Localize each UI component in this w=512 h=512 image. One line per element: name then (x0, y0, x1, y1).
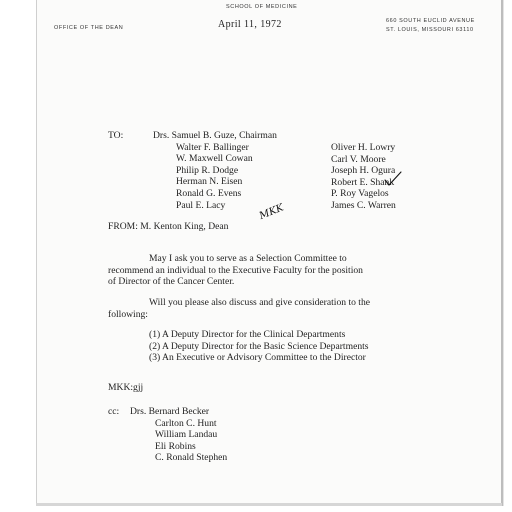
paragraph-2 (108, 297, 370, 320)
to-label: TO: (108, 130, 124, 141)
body-line: following: (108, 308, 148, 320)
list-item: (3) An Executive or Advisory Committee to the Director (149, 352, 366, 364)
recipient-name: Philip R. Dodge (176, 164, 239, 176)
school-name: SCHOOL OF MEDICINE (226, 4, 298, 10)
recipient-name: Robert E. Shank (331, 176, 395, 188)
cc-name: Eli Robins (155, 440, 196, 452)
recipient-name: W. Maxwell Cowan (176, 153, 253, 165)
cc-list (130, 406, 227, 464)
recipient-name: Herman N. Eisen (176, 176, 243, 188)
cc-name: Carlton C. Hunt (155, 417, 217, 429)
body-line: of Director of the Cancer Center. (108, 276, 235, 288)
page-edge (36, 503, 502, 506)
numbered-list (149, 329, 369, 364)
recipient-name: Joseph H. Ogura (331, 165, 396, 177)
to-recipients-left (153, 130, 277, 211)
recipient-name: James C. Warren (331, 199, 396, 211)
cc-name: C. Ronald Stephen (155, 452, 228, 464)
recipient-name: Walter F. Ballinger (176, 141, 249, 153)
cc-name: Drs. Bernard Becker (130, 406, 210, 417)
recipient-name: Drs. Samuel B. Guze, Chairman (153, 130, 277, 141)
address-line-2: ST. LOUIS, MISSOURI 63110 (386, 27, 474, 33)
recipient-name: Ronald G. Evens (176, 187, 242, 199)
handwritten-initials: MKK (257, 202, 286, 222)
from-line: FROM: M. Kenton King, Dean (108, 221, 229, 232)
cc-label: cc: (108, 406, 120, 417)
address-line-1: 660 SOUTH EUCLID AVENUE (386, 18, 475, 24)
letter-date: April 11, 1972 (218, 19, 282, 30)
office-name: OFFICE OF THE DEAN (54, 25, 124, 31)
cc-name: William Landau (155, 429, 218, 441)
recipient-name: P. Roy Vagelos (331, 188, 389, 200)
recipient-name: Carl V. Moore (331, 153, 386, 165)
body-line: Will you please also discuss and give consideration to the (149, 297, 371, 308)
recipient-name: Oliver H. Lowry (331, 142, 396, 153)
recipient-name: Paul E. Lacy (176, 199, 226, 211)
paragraph-1 (108, 253, 363, 288)
body-line: May I ask you to serve as a Selection Committee to (149, 253, 347, 264)
list-item: (2) A Deputy Director for the Basic Science Departments (149, 340, 369, 352)
list-item: (1) A Deputy Director for the Clinical Departments (149, 329, 346, 340)
checkmark-icon (383, 170, 403, 190)
reference-initials: MKK:gjj (108, 382, 144, 393)
body-line: recommend an individual to the Executive Faculty for the position (108, 264, 363, 276)
